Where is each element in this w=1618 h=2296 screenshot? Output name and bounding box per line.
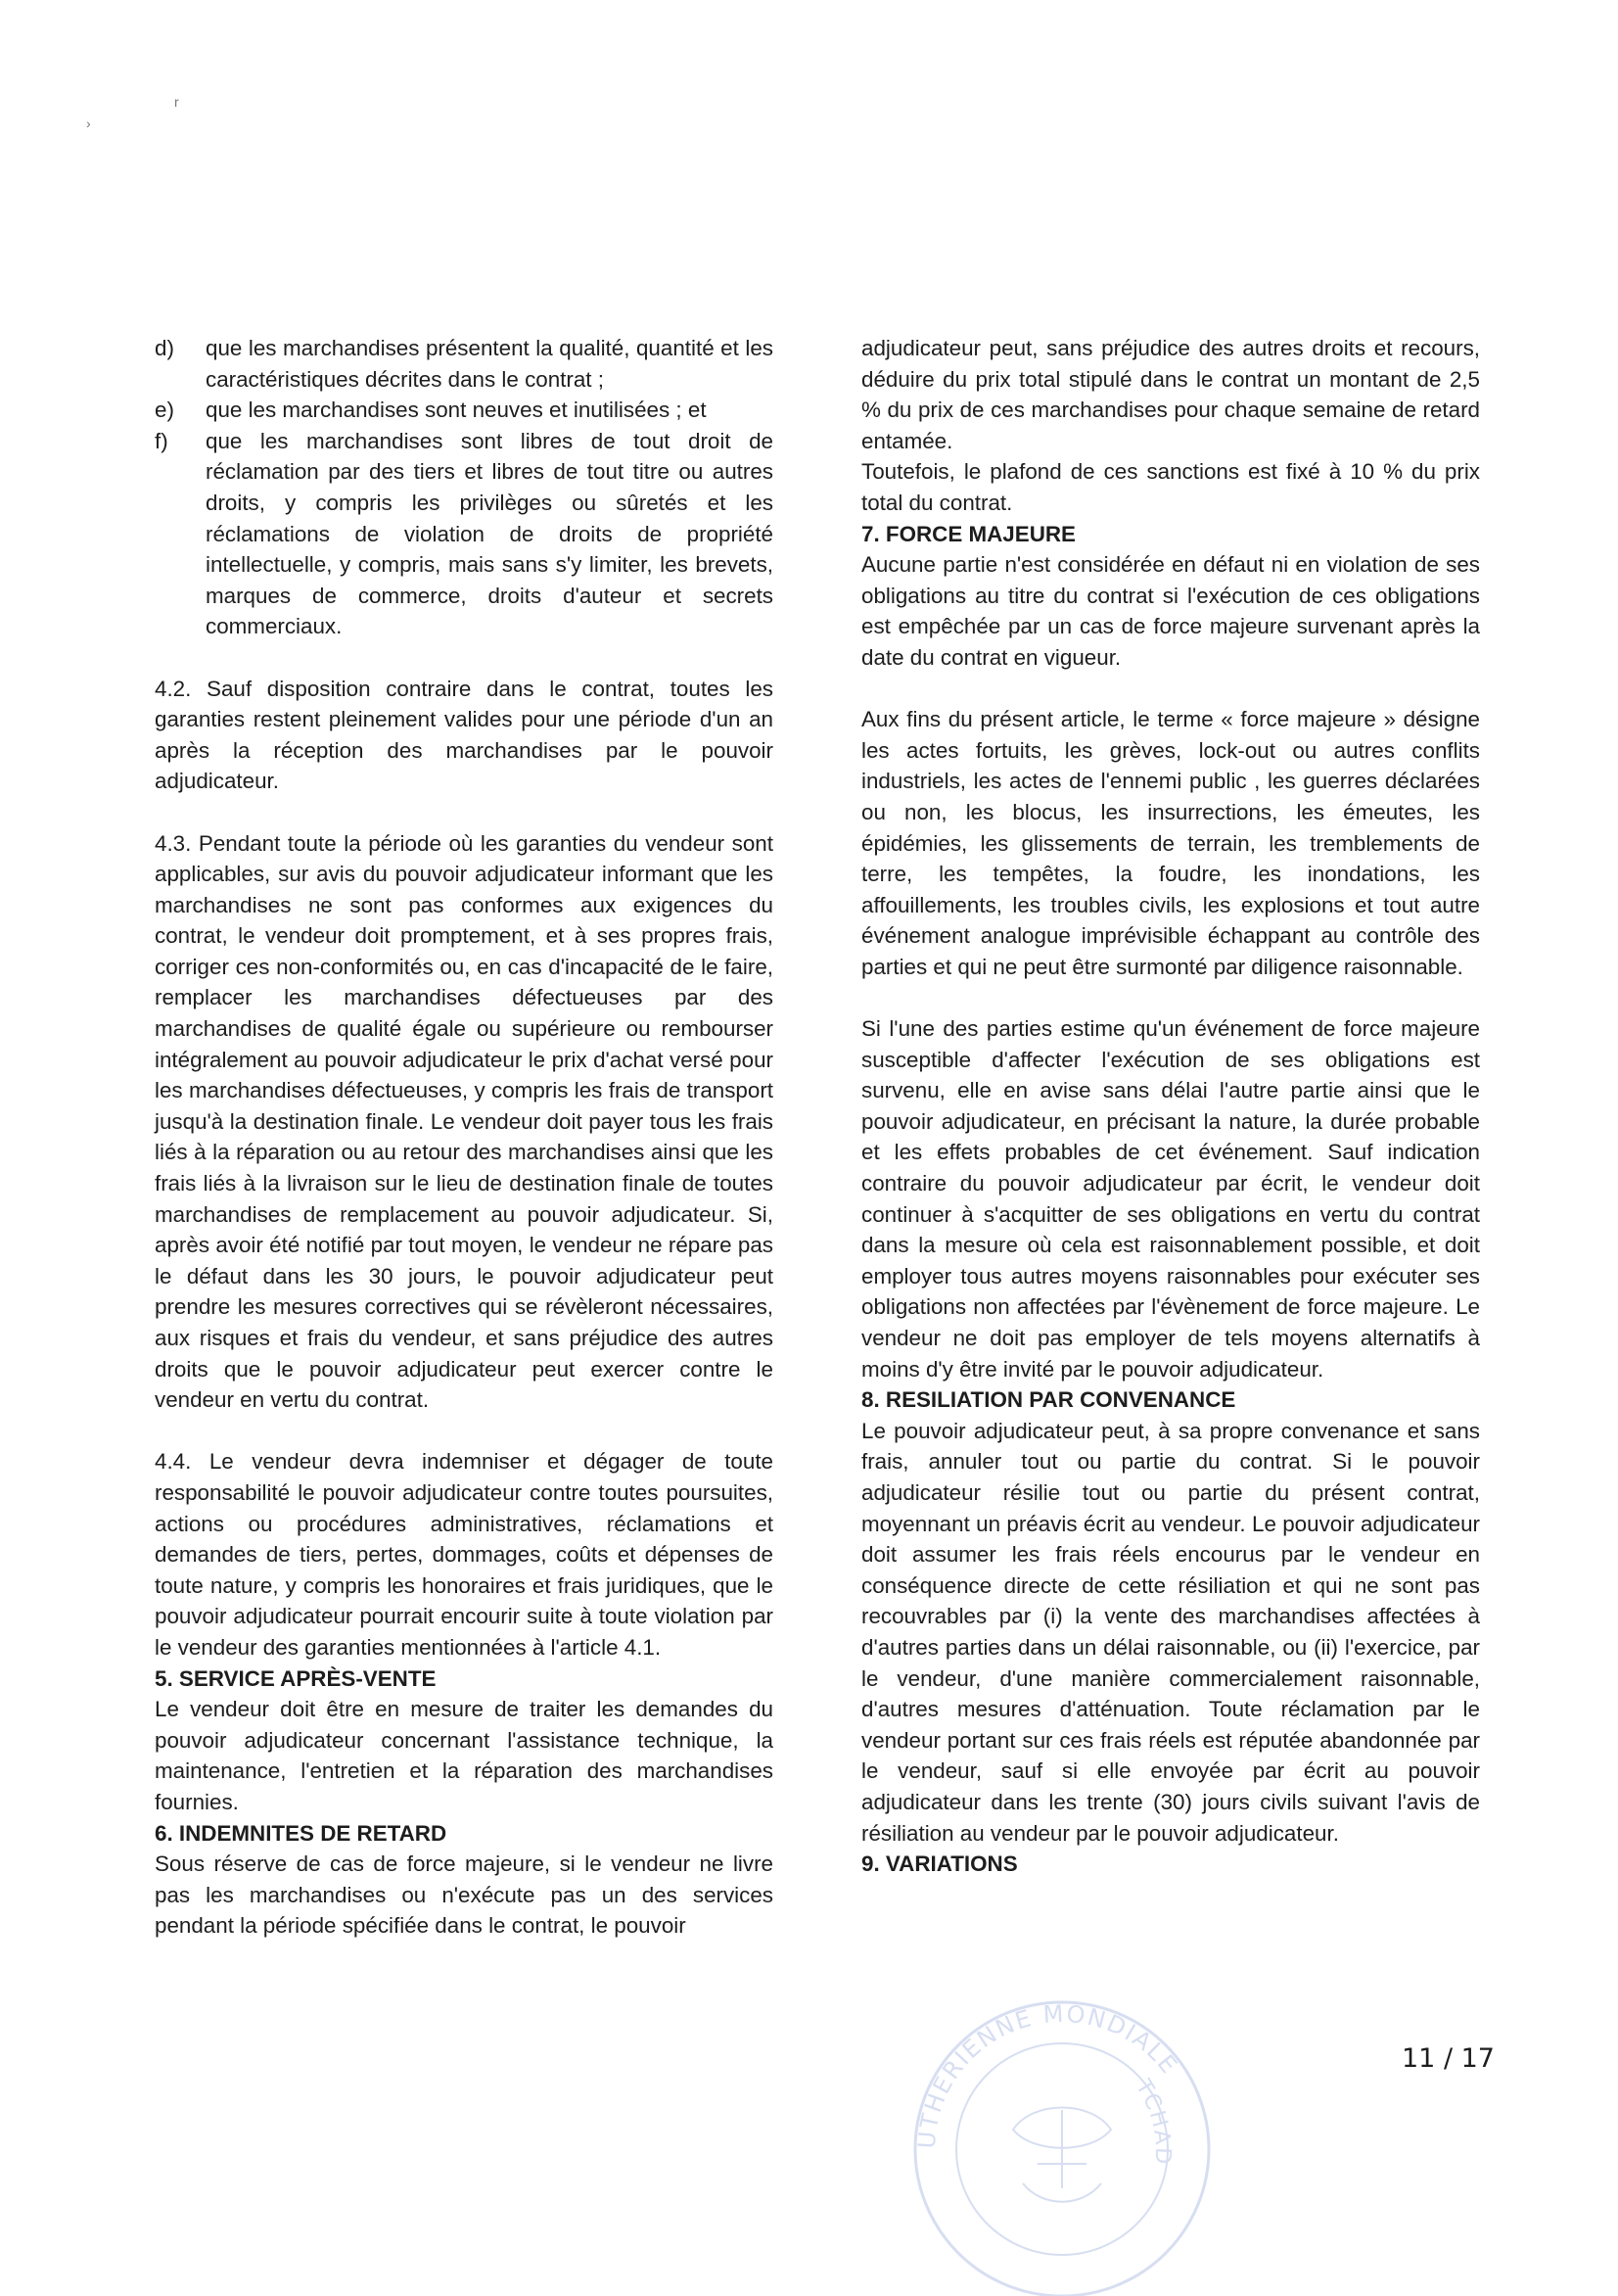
- heading-6: 6. INDEMNITES DE RETARD: [155, 1820, 447, 1846]
- paragraph-8: Le pouvoir adjudicateur peut, à sa propre convenance et sans frais, annuler tout ou partie du contrat. Si le pouvoir adjudicateur résilie tout ou partie du présent contrat, moyennant un préavis écrit au vendeur. Le pouvoir adjudicateur doit assumer les frais réels encourus par le vendeur en conséquence directe de cette résiliation et qui ne sont pas recouvrables par (i) la vente des marchandises affectées à d'autres parties dans un délai raisonnable, ou (ii) l'exercice, par le vendeur, d'une manière commercialement raisonnable, d'autres mesures d'atténuation. Toute réclamation par le vendeur portant sur ces frais réels est réputée abandonnée par le vendeur, sauf si elle envoyée par écrit au pouvoir adjudicateur dans les trente (30) jours civils suivant l'avis de résiliation au vendeur par le pouvoir adjudicateur.: [861, 1418, 1480, 1846]
- paragraph-4-2: 4.2. Sauf disposition contraire dans le contrat, toutes les garanties restent pleinement valides pour une période d'un an après la réception des marchandises par le pouvoir adjudicateur.: [155, 676, 773, 794]
- list-text: que les marchandises présentent la qualité, quantité et les caractéristiques décrites dans le contrat ;: [206, 336, 773, 392]
- svg-text:TCHAD: [1130, 2075, 1175, 2167]
- list-marker: d): [155, 336, 174, 360]
- stamp-bottom-text: TCHAD: [1130, 2075, 1176, 2167]
- left-column: [155, 333, 773, 1942]
- paragraph-4-3: 4.3. Pendant toute la période où les garanties du vendeur sont applicables, sur avis du pouvoir adjudicateur informant que les marchandises ne sont pas conformes aux exigences du contrat, le vendeur doit promptement, et à ses propres frais, corriger ces non-conformités ou, en cas d'incapacité de le faire, remplacer les marchandises défectueuses par des marchandises de qualité égale ou supérieure ou rembourser intégralement au pouvoir adjudicateur le prix d'achat versé pour les marchandises défectueuses, y compris les frais de transport jusqu'à la destination finale. Le vendeur doit payer tous les frais liés à la réparation ou au retour des marchandises ainsi que les frais liés à la livraison sur le lieu de destination finale de toutes marchandises de remplacement au pouvoir adjudicateur. Si, après avoir été notifié par tout moyen, le vendeur ne répare pas le défaut dans les 30 jours, le pouvoir adjudicateur peut prendre les mesures correctives qui se révèleront nécessaires, aux risques et frais du vendeur, et sans préjudice des autres droits que le pouvoir adjudicateur peut exercer contre le vendeur en vertu du contrat.: [155, 830, 773, 1413]
- list-text: que les marchandises sont neuves et inutilisées ; et: [206, 398, 707, 423]
- svg-text:UTHERIENNE MONDIALE: [913, 2000, 1183, 2150]
- paragraph-7-1: Aucune partie n'est considérée en défaut ni en violation de ses obligations au titre du contrat si l'exécution de ces obligations est empêchée par un cas de force majeure survenant après la date du contrat en vigueur.: [861, 552, 1480, 670]
- list-marker: e): [155, 398, 174, 423]
- list-item-d: [155, 333, 773, 395]
- church-seal-stamp-icon: [896, 1983, 1228, 2296]
- stamp-top-text: UTHERIENNE MONDIALE: [912, 1999, 1184, 2150]
- paragraph-6-cap: Toutefois, le plafond de ces sanctions est fixé à 10 % du prix total du contrat.: [861, 459, 1480, 515]
- list-item-e: [155, 395, 773, 426]
- heading-9: 9. VARIATIONS: [861, 1851, 1018, 1877]
- right-column: [861, 333, 1480, 1880]
- scan-speck: ›: [86, 116, 91, 131]
- paragraph-6: Sous réserve de cas de force majeure, si le vendeur ne livre pas les marchandises ou n'exécute pas un des services pendant la période spécifiée dans le contrat, le pouvoir: [155, 1851, 773, 1939]
- list-item-f: [155, 426, 773, 642]
- scan-speck: r: [174, 94, 179, 110]
- list-text: que les marchandises sont libres de tout droit de réclamation par des tiers et libres de tout titre ou autres droits, y compris les privilèges ou sûretés et les réclamations de violation de droits de propriété intellectuelle, y compris, mais sans s'y limiter, les brevets, marques de commerce, droits d'auteur et secrets commerciaux.: [206, 428, 773, 639]
- paragraph-4-4: 4.4. Le vendeur devra indemniser et dégager de toute responsabilité le pouvoir adjudicateur contre toutes poursuites, actions ou procédures administratives, réclamations et demandes de tiers, pertes, dommages, coûts et dépenses de toute nature, y compris les honoraires et frais juridiques, que le pouvoir adjudicateur pourrait encourir suite à toute violation par le vendeur des garanties mentionnées à l'article 4.1.: [155, 1449, 773, 1660]
- paragraph-7-2: Aux fins du présent article, le terme « force majeure » désigne les actes fortuits, les grèves, lock-out ou autres conflits industriels, les actes de l'ennemi public , les guerres déclarées ou non, les blocus, les insurrections, les émeutes, les épidémies, les glissements de terrain, les tremblements de terre, les tempêtes, la foudre, les inondations, les affouillements, les troubles civils, les explosions et tout autre événement analogue imprévisible échappant au contrôle des parties et qui ne peut être surmonté par diligence raisonnable.: [861, 707, 1480, 979]
- paragraph-6-continued: adjudicateur peut, sans préjudice des autres droits et recours, déduire du prix total stipulé dans le contrat un montant de 2,5 % du prix de ces marchandises pour chaque semaine de retard entamée.: [861, 336, 1480, 453]
- heading-5: 5. SERVICE APRÈS-VENTE: [155, 1665, 437, 1691]
- paragraph-5: Le vendeur doit être en mesure de traiter les demandes du pouvoir adjudicateur concernant l'assistance technique, la maintenance, l'entretien et la réparation des marchandises fournies.: [155, 1697, 773, 1814]
- list-marker: f): [155, 428, 168, 453]
- paragraph-7-3: Si l'une des parties estime qu'un événement de force majeure susceptible d'affecter l'exécution de ses obligations est survenu, elle en avise sans délai l'autre partie ainsi que le pouvoir adjudicateur, en précisant la nature, la durée probable et les effets probables de cet événement. Sauf indication contraire du pouvoir adjudicateur par écrit, le vendeur doit continuer à s'acquitter de ses obligations en vertu du contrat dans la mesure où cela est raisonnablement possible, et doit employer tous autres moyens raisonnables pour exécuter ses obligations non affectées par l'évènement de force majeure. Le vendeur ne doit pas employer de tels moyens alternatifs à moins d'y être invité par le pouvoir adjudicateur.: [861, 1016, 1480, 1382]
- heading-8: 8. RESILIATION PAR CONVENANCE: [861, 1387, 1236, 1413]
- page-number: 11 / 17: [1402, 2043, 1495, 2074]
- heading-7: 7. FORCE MAJEURE: [861, 521, 1076, 546]
